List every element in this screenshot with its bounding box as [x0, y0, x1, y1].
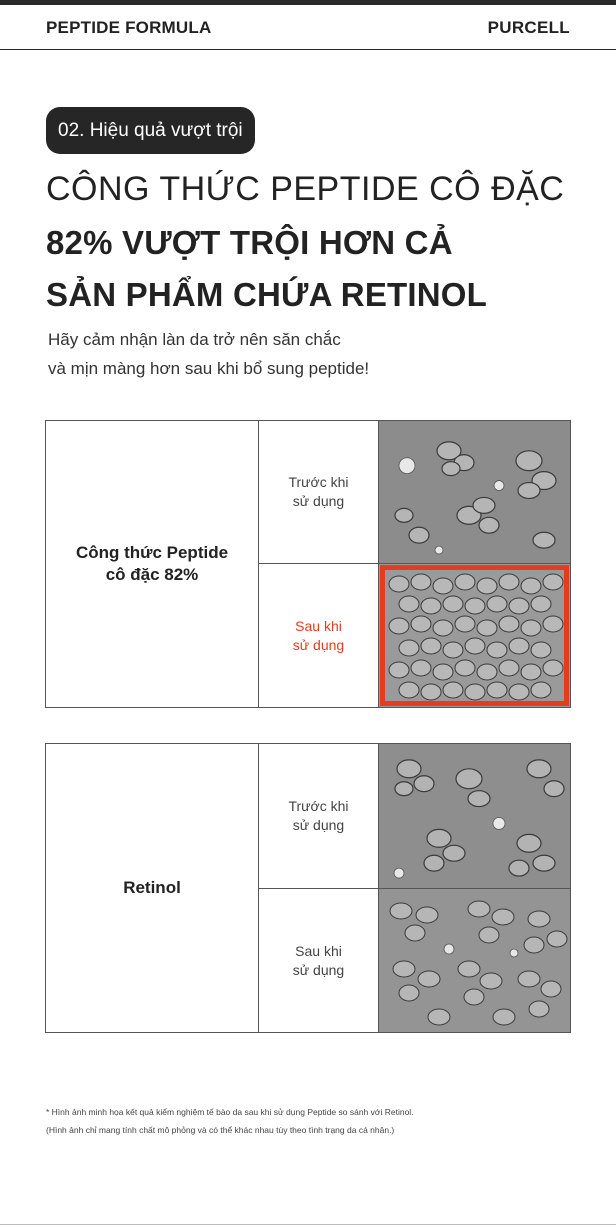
comparison-table-peptide	[45, 420, 571, 708]
comparison-label-line-2: cô đặc 82%	[105, 565, 199, 584]
product-line-title: PEPTIDE FORMULA	[46, 18, 212, 37]
comparison-table-retinol	[45, 743, 571, 1033]
page-header	[0, 5, 616, 50]
section-badge: 02. Hiệu quả vượt trội	[46, 107, 255, 154]
microscope-image-after	[379, 889, 570, 1032]
after-row	[259, 564, 570, 707]
microscope-image-before	[379, 744, 570, 888]
after-label-line-1: Sau khi	[295, 617, 342, 634]
before-label-line-2: sử dụng	[292, 493, 345, 509]
after-label	[259, 564, 379, 707]
microscope-image-after-highlighted	[379, 564, 570, 707]
subtitle-line-2: và mịn màng hơn sau khi bổ sung peptide!	[48, 359, 370, 378]
after-label-line-2: sử dụng	[292, 636, 345, 653]
footnote-line-2: (Hình ảnh chỉ mang tính chất mô phỏng và có thể khác nhau tùy theo tình trạng da cá nhân.)	[46, 1125, 395, 1135]
before-label	[259, 421, 379, 563]
after-label-line-2: sử dụng	[292, 961, 345, 978]
comparison-label	[46, 744, 259, 1032]
headline-line-3: SẢN PHẨM CHỨA RETINOL	[46, 276, 488, 313]
after-row	[259, 889, 570, 1032]
before-row	[259, 744, 570, 889]
before-label-line-1: Trước khi	[288, 474, 349, 490]
headline-line-2: 82% VƯỢT TRỘI HƠN CẢ	[46, 224, 453, 261]
comparison-label-line-1: Retinol	[123, 878, 181, 897]
before-label	[259, 744, 379, 888]
bottom-divider	[0, 1224, 616, 1225]
footnote-line-1: * Hình ảnh minh họa kết quả kiểm nghiệm tế bào da sau khi sử dụng Peptide so sánh với Retinol.	[46, 1107, 414, 1117]
before-label-line-2: sử dụng	[292, 817, 345, 833]
brand-name: PURCELL	[487, 18, 570, 37]
after-label-line-1: Sau khi	[295, 942, 342, 959]
comparison-label-line-1: Công thức Peptide	[75, 543, 229, 562]
before-label-line-1: Trước khi	[288, 798, 349, 814]
comparison-label	[46, 421, 259, 707]
before-row	[259, 421, 570, 564]
headline-line-1: CÔNG THỨC PEPTIDE CÔ ĐẶC	[46, 170, 565, 208]
microscope-image-before	[379, 421, 570, 563]
subtitle-line-1: Hãy cảm nhận làn da trở nên săn chắc	[48, 330, 341, 349]
after-label	[259, 889, 379, 1032]
